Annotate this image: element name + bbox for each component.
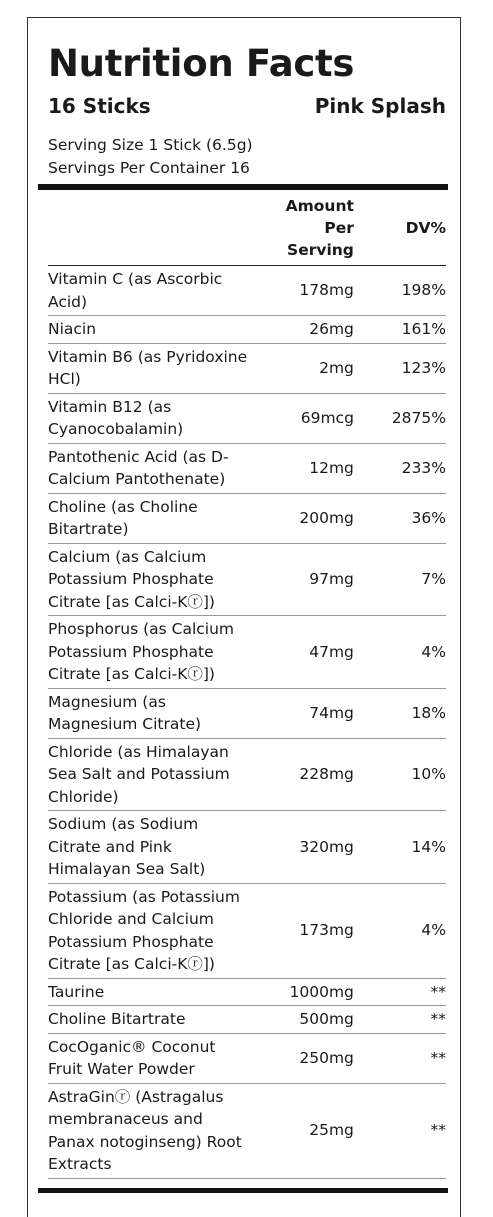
nutrient-dv: 7% xyxy=(354,543,446,616)
nutrient-amount: 228mg xyxy=(256,738,354,811)
nutrient-dv: 2875% xyxy=(354,393,446,443)
nutrient-dv: 161% xyxy=(354,316,446,344)
nutrient-dv: 14% xyxy=(354,811,446,884)
table-row xyxy=(48,343,446,393)
table-row xyxy=(48,811,446,884)
nutrient-name: AstraGinⓡ (Astragalus membranaceus and Panax notoginseng) Root Extracts xyxy=(48,1083,256,1178)
table-row xyxy=(48,316,446,344)
nutrient-amount: 97mg xyxy=(256,543,354,616)
nutrient-amount: 47mg xyxy=(256,616,354,689)
header-dv: DV% xyxy=(354,190,446,266)
table-row xyxy=(48,738,446,811)
nutrient-name: Chloride (as Himalayan Sea Salt and Potassium Chloride) xyxy=(48,738,256,811)
nutrient-amount: 12mg xyxy=(256,443,354,493)
header-amount-per-serving xyxy=(256,190,354,266)
nutrient-name: Vitamin C (as Ascorbic Acid) xyxy=(48,266,256,316)
nutrient-dv: 198% xyxy=(354,266,446,316)
servings-per-container: Servings Per Container 16 xyxy=(48,159,250,177)
nutrient-name: Choline (as Choline Bitartrate) xyxy=(48,493,256,543)
flavor-name: Pink Splash xyxy=(314,94,446,118)
nutrient-amount: 69mcg xyxy=(256,393,354,443)
nutrient-amount: 200mg xyxy=(256,493,354,543)
table-row xyxy=(48,1083,446,1178)
table-row xyxy=(48,393,446,443)
nutrient-amount: 26mg xyxy=(256,316,354,344)
table-row xyxy=(48,978,446,1006)
table-row xyxy=(48,266,446,316)
nutrient-name: Potassium (as Potassium Chloride and Calcium Potassium Phosphate Citrate [as Calci-Kⓡ]) xyxy=(48,883,256,978)
nutrient-name: Taurine xyxy=(48,978,256,1006)
bottom-thick-divider xyxy=(38,1188,448,1193)
nutrient-amount: 74mg xyxy=(256,688,354,738)
nutrient-name: Vitamin B6 (as Pyridoxine HCl) xyxy=(48,343,256,393)
nutrient-dv: 123% xyxy=(354,343,446,393)
nutrition-facts-panel xyxy=(27,17,461,1217)
nutrient-dv: ** xyxy=(354,1006,446,1034)
serving-size: Serving Size 1 Stick (6.5g) xyxy=(48,136,253,154)
nutrient-dv: 18% xyxy=(354,688,446,738)
nutrient-amount: 320mg xyxy=(256,811,354,884)
table-header-row xyxy=(48,190,446,266)
nutrients-table xyxy=(48,190,446,1179)
header-amount-line2: Serving xyxy=(287,241,354,259)
header-amount-line1: Amount Per xyxy=(285,197,354,237)
table-row xyxy=(48,688,446,738)
nutrient-dv: ** xyxy=(354,1033,446,1083)
table-row xyxy=(48,543,446,616)
nutrient-amount: 178mg xyxy=(256,266,354,316)
nutrient-dv: 4% xyxy=(354,616,446,689)
nutrient-name: Magnesium (as Magnesium Citrate) xyxy=(48,688,256,738)
nutrient-name: Sodium (as Sodium Citrate and Pink Himalayan Sea Salt) xyxy=(48,811,256,884)
table-row xyxy=(48,1006,446,1034)
nutrient-name: Phosphorus (as Calcium Potassium Phosphate Citrate [as Calci-Kⓡ]) xyxy=(48,616,256,689)
nutrient-name: CocOganic® Coconut Fruit Water Powder xyxy=(48,1033,256,1083)
nutrition-facts-inner xyxy=(38,18,448,1217)
nutrition-facts-title: Nutrition Facts xyxy=(48,42,355,85)
nutrient-dv: 233% xyxy=(354,443,446,493)
table-row xyxy=(48,493,446,543)
nutrient-name: Vitamin B12 (as Cyanocobalamin) xyxy=(48,393,256,443)
header-blank xyxy=(48,190,256,266)
table-row xyxy=(48,616,446,689)
nutrient-dv: 10% xyxy=(354,738,446,811)
nutrient-amount: 250mg xyxy=(256,1033,354,1083)
nutrient-amount: 500mg xyxy=(256,1006,354,1034)
nutrient-name: Calcium (as Calcium Potassium Phosphate Citrate [as Calci-Kⓡ]) xyxy=(48,543,256,616)
nutrient-dv: ** xyxy=(354,1083,446,1178)
product-count: 16 Sticks xyxy=(48,94,151,118)
nutrient-amount: 2mg xyxy=(256,343,354,393)
nutrient-dv: 4% xyxy=(354,883,446,978)
serving-info xyxy=(48,134,253,180)
nutrient-name: Pantothenic Acid (as D-Calcium Pantothenate) xyxy=(48,443,256,493)
table-row xyxy=(48,1033,446,1083)
nutrient-amount: 173mg xyxy=(256,883,354,978)
nutrient-amount: 1000mg xyxy=(256,978,354,1006)
table-row xyxy=(48,883,446,978)
nutrient-dv: 36% xyxy=(354,493,446,543)
nutrient-dv: ** xyxy=(354,978,446,1006)
table-row xyxy=(48,443,446,493)
nutrient-name: Niacin xyxy=(48,316,256,344)
nutrient-name: Choline Bitartrate xyxy=(48,1006,256,1034)
nutrient-amount: 25mg xyxy=(256,1083,354,1178)
